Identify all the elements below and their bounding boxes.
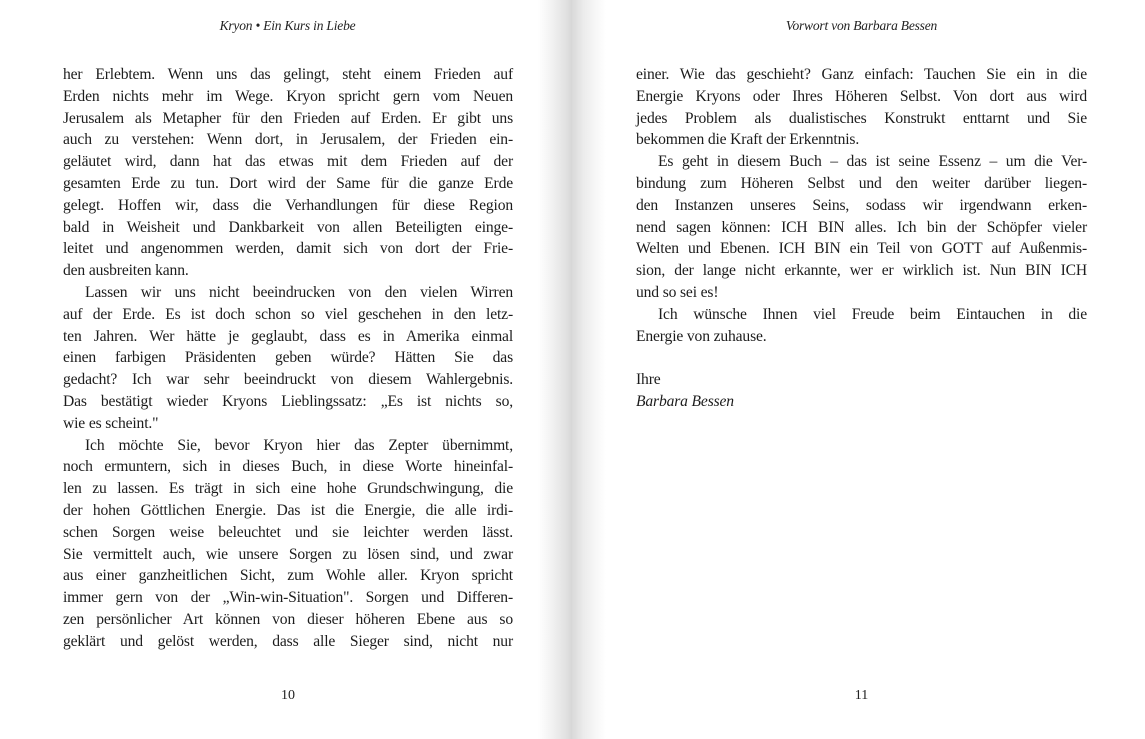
text-line: gelegt. Hoffen wir, dass die Verhandlungen für diese Region: [63, 196, 513, 214]
text-line: bindung zum Höheren Selbst und den weiter darüber liegen-: [636, 174, 1087, 192]
text-line: und so sei es!: [636, 283, 719, 301]
text-line: schen Sorgen weise beleuchtet und sie leichter werden lässt.: [63, 523, 513, 541]
text-line: her Erlebtem. Wenn uns das gelingt, steht einem Frieden auf: [63, 66, 513, 83]
text-line: sion, der lange nicht erkannte, wer er wirklich ist. Nun BIN ICH: [636, 262, 1087, 280]
closing-salutation: Ihre: [636, 371, 661, 389]
text-line: bald in Weisheit und Dankbarkeit von allen Beteiligten einge-: [63, 218, 513, 236]
text-line: Das bestätigt wieder Kryons Lieblingssatz: „Es ist nichts so,: [63, 392, 513, 410]
text-line: Sie vermittelt auch, wie unsere Sorgen zu lösen sind, und zwar: [63, 545, 513, 563]
page-number: 10: [281, 688, 295, 703]
body-text: [636, 64, 1087, 413]
text-line: der hohen Göttlichen Energie. Das ist die Energie, die alle irdi-: [63, 501, 513, 519]
text-line: gedacht? Ich war sehr beeindruckt von diesem Wahlergebnis.: [63, 371, 513, 389]
book-gutter-shadow-right: [572, 0, 606, 739]
running-head: Kryon • Ein Kurs in Liebe: [219, 18, 356, 33]
page-number: 11: [854, 688, 869, 703]
text-line: leitet und angenommen werden, damit sich von dort der Frie-: [63, 240, 513, 258]
text-line: wie es scheint.": [63, 414, 159, 432]
text-line: Ich wünsche Ihnen viel Freude beim Eintauchen in die: [658, 305, 1087, 323]
text-line: aus einer ganzheitlichen Sicht, zum Wohle aller. Kryon spricht: [63, 567, 513, 585]
text-line: Es geht in diesem Buch – das ist seine Essenz – um die Ver-: [658, 153, 1087, 171]
text-line: zen persönlicher Art können von dieser höheren Ebene aus so: [63, 610, 513, 628]
text-line: geläutet wird, dann hat das etwas mit dem Frieden auf der: [63, 153, 513, 171]
text-line: immer gern von der „Win-win-Situation". Sorgen und Differen-: [63, 589, 513, 607]
signature-name: Barbara Bessen: [636, 392, 734, 410]
text-line: Energie von zuhause.: [636, 327, 767, 345]
text-line: ten Jahren. Wer hätte je geglaubt, dass es in Amerika einmal: [63, 327, 513, 345]
text-line: nend sagen können: ICH BIN alles. Ich bin der Schöpfer vieler: [636, 218, 1087, 236]
text-line: geklärt und gelöst werden, dass alle Sieger sind, nicht nur: [63, 632, 513, 650]
text-line: Lassen wir uns nicht beeindrucken von den vielen Wirren: [85, 283, 513, 301]
text-line: bekommen die Kraft der Erkenntnis.: [636, 131, 860, 149]
text-line: gesamten Erde zu tun. Dort wird der Same für die ganze Erde: [63, 174, 513, 192]
text-line: den Instanzen unseres Seins, sodass wir irgendwann erken-: [636, 196, 1087, 214]
text-line: Erden nichts mehr im Wege. Kryon spricht gern vom Neuen: [63, 87, 513, 105]
left-page: [0, 0, 572, 739]
text-line: Energie Kryons oder Ihres Höheren Selbst. Von dort aus wird: [636, 87, 1087, 105]
running-head: Vorwort von Barbara Bessen: [785, 18, 938, 33]
text-line: Ich möchte Sie, bevor Kryon hier das Zepter übernimmt,: [85, 436, 513, 454]
text-line: auch zu verstehen: Wenn dort, in Jerusalem, der Frieden ein-: [63, 131, 513, 149]
right-page: [572, 0, 1145, 739]
text-line: Jerusalem als Metapher für den Frieden auf Erden. Er gibt uns: [63, 109, 513, 127]
book-gutter-shadow-left: [538, 0, 572, 739]
text-line: einer. Wie das geschieht? Ganz einfach: Tauchen Sie ein in die: [636, 66, 1087, 83]
text-line: den ausbreiten kann.: [63, 262, 189, 280]
paragraph-gap: [636, 347, 1087, 369]
text-line: einen farbigen Präsidenten geben würde? Hätten Sie das: [63, 349, 513, 367]
text-line: auf der Erde. Es ist doch schon so viel geschehen in den letz-: [63, 305, 513, 323]
text-line: len zu lassen. Es trägt in sich eine hohe Grundschwingung, die: [63, 480, 513, 498]
text-line: noch ermuntern, sich in dieses Buch, in diese Worte hineinfal-: [63, 458, 513, 476]
body-text: [63, 64, 513, 653]
text-line: jedes Problem als dualistisches Konstrukt enttarnt und Sie: [636, 109, 1087, 127]
text-line: Welten und Ebenen. ICH BIN ein Teil von GOTT auf Außenmis-: [636, 240, 1087, 258]
